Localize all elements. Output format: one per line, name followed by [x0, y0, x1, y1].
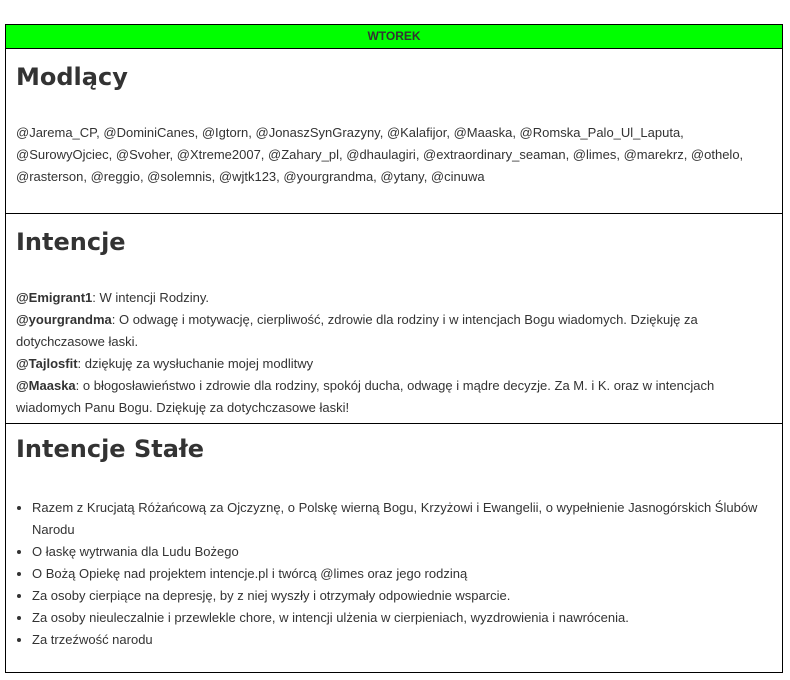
- intencje-stale-title: Intencje Stałe: [16, 435, 205, 463]
- list-item: • Razem z Krucjatą Różańcową za Ojczyznę, o Polskę wierną Bogu, Krzyżowi i Ewangelii, o wypełnienie Jasnogórskich Ślubów Narodu: [32, 497, 772, 541]
- intention-text: : W intencji Rodziny.: [92, 290, 210, 305]
- intention-item: [16, 309, 772, 353]
- intention-author[interactable]: @Maaska: [16, 378, 76, 393]
- intention-author[interactable]: @Tajlosfit: [16, 356, 78, 371]
- list-item: • Za trzeźwość narodu: [32, 629, 772, 651]
- list-item: • Za osoby nieuleczalnie i przewlekle chore, w intencji ulżenia w cierpieniach, wyzdrowienia i nawrócenia.: [32, 607, 772, 629]
- intention-item: [16, 375, 772, 419]
- intention-item: [16, 287, 772, 309]
- intencje-list: [16, 287, 772, 419]
- day-header: WTOREK: [6, 25, 782, 49]
- modlacy-title: Modlący: [16, 63, 128, 91]
- list-item: • O łaskę wytrwania dla Ludu Bożego: [32, 541, 772, 563]
- intention-item: [16, 353, 772, 375]
- intention-author[interactable]: @yourgrandma: [16, 312, 112, 327]
- intention-author[interactable]: @Emigrant1: [16, 290, 93, 305]
- intencje-title: Intencje: [16, 228, 126, 256]
- page-title-partial: [16, 0, 24, 8]
- list-item: • Za osoby cierpiące na depresję, by z niej wyszły i otrzymały odpowiednie wsparcie.: [32, 585, 772, 607]
- modlacy-section: [6, 49, 782, 214]
- intencje-section: [6, 214, 782, 424]
- intention-text: : O odwagę i motywację, cierpliwość, zdrowie dla rodziny i w intencjach Bogu wiadomych. Dziękuję za dotychczasowe łaski.: [16, 312, 698, 349]
- intencje-stale-section: [6, 424, 782, 673]
- modlacy-user-list: @Jarema_CP, @DominiCanes, @Igtorn, @JonaszSynGrazyny, @Kalafijor, @Maaska, @Romska_Palo_Ul_Laputa, @SurowyOjciec, @Svoher, @Xtreme2007, @Zahary_pl, @dhaulagiri, @extraordinary_seaman, @limes, @marekrz, @othelo, @rasterson, @reggio, @solemnis, @wjtk123, @yourgrandma, @ytany, @cinuwa: [16, 125, 744, 184]
- intention-text: : dziękuję za wysłuchanie mojej modlitwy: [77, 356, 314, 371]
- intencje-stale-list: [16, 497, 772, 651]
- intention-text: : o błogosławieństwo i zdrowie dla rodziny, spokój ducha, odwagę i mądre decyzje. Za M. i K. oraz w intencjach wiadomych Panu Bogu. Dziękuję za dotychczasowe łaski!: [16, 378, 715, 415]
- list-item: • O Bożą Opiekę nad projektem intencje.pl i twórcą @limes oraz jego rodziną: [32, 563, 772, 585]
- day-card: [5, 24, 783, 673]
